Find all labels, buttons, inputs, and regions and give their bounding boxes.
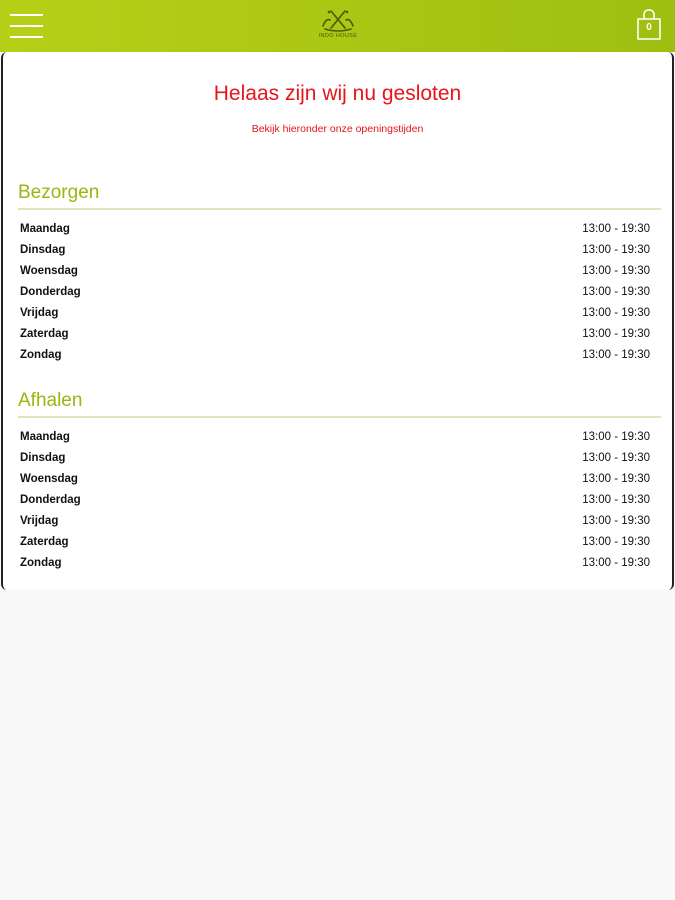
time-range: 13:00 - 19:30 [582,306,650,319]
time-range: 13:00 - 19:30 [582,493,650,506]
time-range: 13:00 - 19:30 [582,243,650,256]
day-label: Zaterdag [20,327,69,340]
hours-row [20,302,650,323]
hamburger-menu-icon[interactable] [10,14,43,38]
time-range: 13:00 - 19:30 [582,327,650,340]
cart-button[interactable] [632,8,666,42]
time-range: 13:00 - 19:30 [582,430,650,443]
logo-text: INDO HOUSE [318,33,358,39]
hours-row [20,218,650,239]
day-label: Vrijdag [20,514,59,527]
day-label: Maandag [20,430,70,443]
day-label: Zaterdag [20,535,69,548]
hours-row [20,468,650,489]
time-range: 13:00 - 19:30 [582,535,650,548]
day-label: Woensdag [20,472,78,485]
hours-row [20,260,650,281]
opening-hours-card [1,52,674,590]
pickup-hours-list [20,426,650,573]
day-label: Zondag [20,556,62,569]
pickup-divider [18,416,661,418]
hours-row [20,489,650,510]
time-range: 13:00 - 19:30 [582,222,650,235]
day-label: Zondag [20,348,62,361]
day-label: Donderdag [20,285,81,298]
day-label: Dinsdag [20,243,66,256]
time-range: 13:00 - 19:30 [582,472,650,485]
time-range: 13:00 - 19:30 [582,264,650,277]
day-label: Maandag [20,222,70,235]
day-label: Donderdag [20,493,81,506]
hours-row [20,239,650,260]
hours-row [20,344,650,365]
cart-count-badge: 0 [646,22,652,33]
delivery-section-title: Bezorgen [18,182,100,203]
top-bar [0,0,675,52]
hours-row [20,281,650,302]
delivery-hours-list [20,218,650,365]
time-range: 13:00 - 19:30 [582,285,650,298]
hours-row [20,510,650,531]
hours-row [20,323,650,344]
crossed-utensils-icon [320,8,356,32]
restaurant-logo[interactable] [312,8,364,46]
menu-line [10,14,43,16]
menu-line [10,36,43,38]
time-range: 13:00 - 19:30 [582,451,650,464]
day-label: Woensdag [20,264,78,277]
closed-notice-subtitle: Bekijk hieronder onze openingstijden [251,123,424,135]
time-range: 13:00 - 19:30 [582,348,650,361]
time-range: 13:00 - 19:30 [582,514,650,527]
closed-notice-title: Helaas zijn wij nu gesloten [213,82,462,105]
day-label: Vrijdag [20,306,59,319]
hours-row [20,426,650,447]
hours-row [20,531,650,552]
time-range: 13:00 - 19:30 [582,556,650,569]
pickup-section-title: Afhalen [18,390,83,411]
hours-row [20,447,650,468]
day-label: Dinsdag [20,451,66,464]
hours-row [20,552,650,573]
delivery-divider [18,208,661,210]
menu-line [10,25,43,27]
